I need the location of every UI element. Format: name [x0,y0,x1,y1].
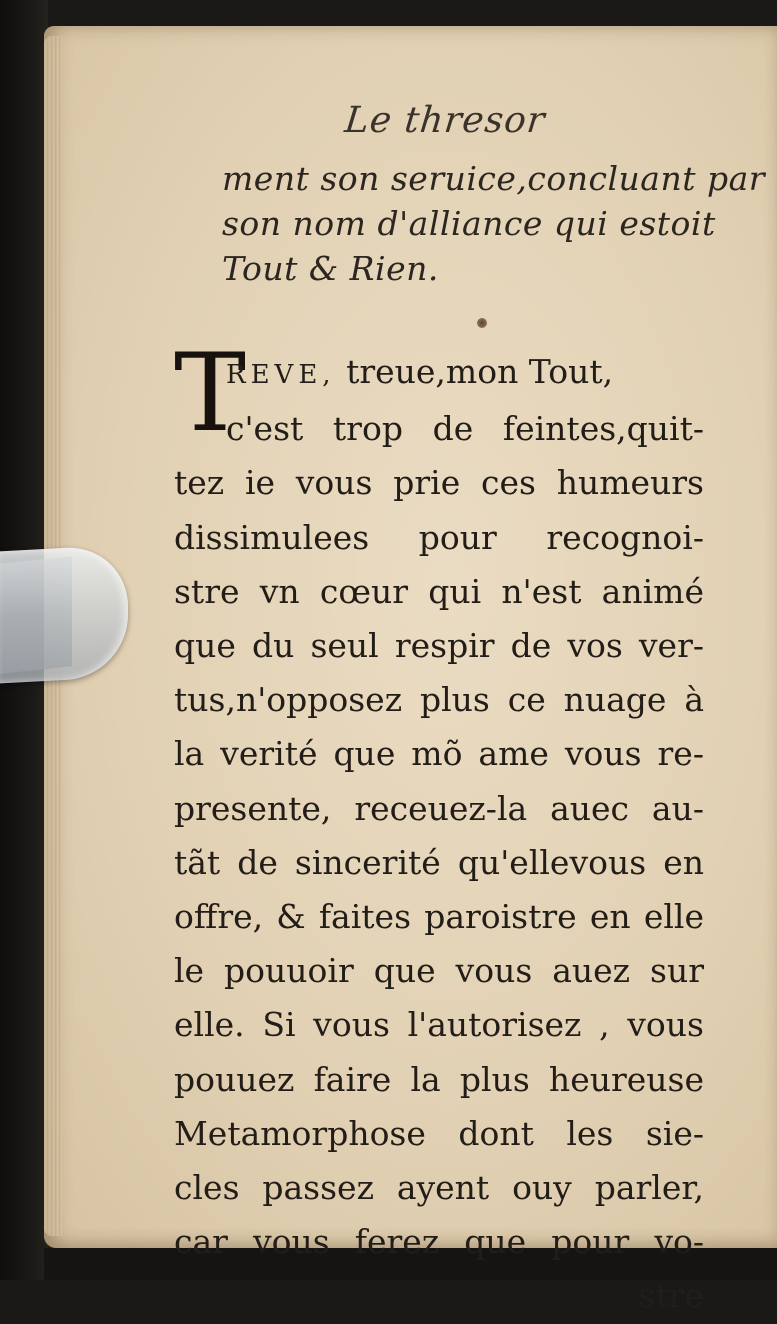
epigraph-line: son nom d'alliance qui estoit [222,204,716,243]
epigraph [222,156,766,291]
body-line: dissimulees pour recognoi- [174,517,704,557]
body-line: la verité que mõ ame vous re- [174,734,704,774]
body-line: tus,n'opposez plus ce nuage à [174,680,704,720]
body-line: tãt de sincerité qu'ellevous en [174,842,704,882]
ink-spot-ornament [477,318,487,328]
catchword: stre [638,1276,704,1316]
body-line: tez ie vous prie ces humeurs [174,463,704,503]
body-line: Metamorphose dont les sie- [174,1113,704,1153]
body-line: stre vn cœur qui n'est animé [174,571,704,611]
body-first-line [174,345,704,402]
drop-cap: T [174,331,247,456]
first-line-rest: treue,mon Tout, [335,352,614,391]
body-line: le pouuoir que vous auez sur [174,951,704,991]
body-line: offre, & faites paroistre en elle [174,897,704,937]
body-text [174,345,704,1324]
body-line: que du seul respir de vos ver- [174,626,704,666]
body-line: cles passez ayent ouy parler, [174,1168,704,1208]
epigraph-line: ment son seruice,concluant par [222,159,766,198]
running-header: Le thresor [342,100,548,141]
small-caps-word: REVE, [226,360,336,390]
body-line: c'est trop de feintes,quit- [226,409,704,449]
body-line: elle. Si vous l'autorisez , vous [174,1005,704,1045]
body-line: car vous ferez que pour vo- [174,1222,704,1262]
body-line: presente, receuez-la auec au- [174,788,704,828]
body-line: pouuez faire la plus heureuse [174,1059,704,1099]
epigraph-line: Tout & Rien. [222,249,439,288]
